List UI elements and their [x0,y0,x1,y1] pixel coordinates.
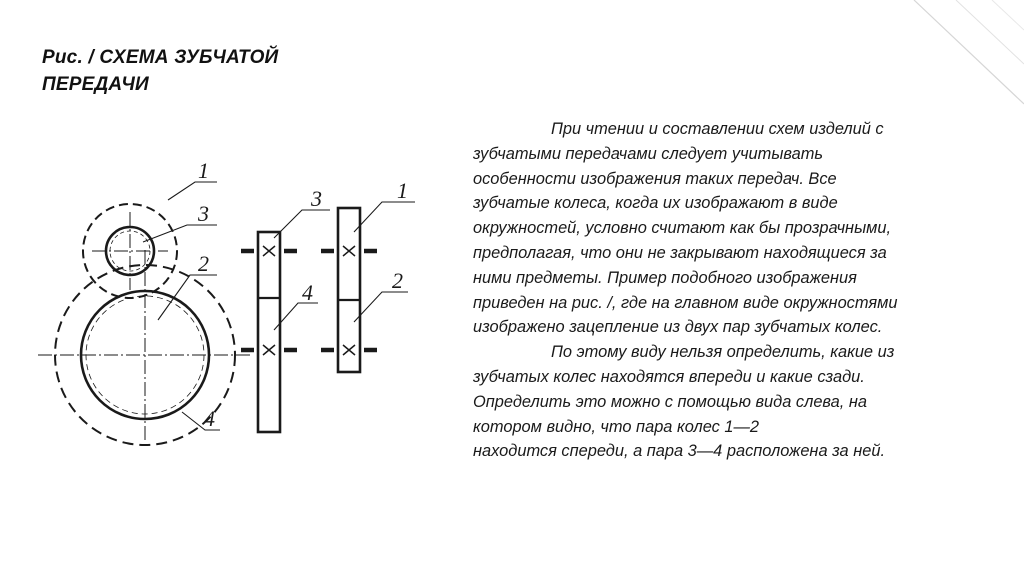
body-line: ними предметы. Пример подобного изображения [473,268,857,287]
side-view [241,202,415,432]
label-side-1: 1 [397,178,408,203]
body-line: предполагая, что они не закрывают находящиеся за [473,243,887,262]
label-front-3: 3 [198,201,209,226]
body-line: зубчатыми передачами следует учитывать [473,144,823,163]
gear-scheme-figure [30,150,450,450]
body-line: При чтении и составлении схем изделий с [551,120,884,138]
slide-title [42,44,278,98]
body-line: окружностей, условно считают как бы прозрачными, [473,219,892,238]
label-front-1: 1 [198,158,209,183]
front-view [38,182,252,445]
body-line: зубчатые колеса, когда их изображают в виде [473,194,838,213]
corner-decoration [894,0,1024,110]
side-leader-lines [274,202,415,330]
body-text [473,117,993,464]
body-line: приведен на рис. /, где на главном виде окружностями [473,293,898,312]
body-line: котором видно, что пара колес 1—2 [473,417,760,436]
label-front-2: 2 [198,251,209,276]
wheel-1-2-side-rect [338,208,360,372]
body-line: находится спереди, а пара 3—4 расположена за ней. [473,442,886,461]
body-line: изображено зацепление из двух пар зубчатых колес. [473,318,883,337]
title-line-1: Рис. / СХЕМА ЗУБЧАТОЙ [42,47,279,68]
wheel-3-4-side-rect [258,232,280,432]
label-front-4: 4 [204,406,215,431]
label-side-4: 4 [302,280,313,305]
body-line: особенности изображения таких передач. Все [473,169,837,188]
label-side-3: 3 [311,186,322,211]
body-line: зубчатых колес находятся впереди и какие сзади. [473,367,865,386]
title-line-2: ПЕРЕДАЧИ [42,74,149,95]
label-side-2: 2 [392,268,403,293]
body-line: По этому виду нельзя определить, какие из [551,343,895,362]
body-line: Определить это можно с помощью вида слева, на [473,392,867,411]
